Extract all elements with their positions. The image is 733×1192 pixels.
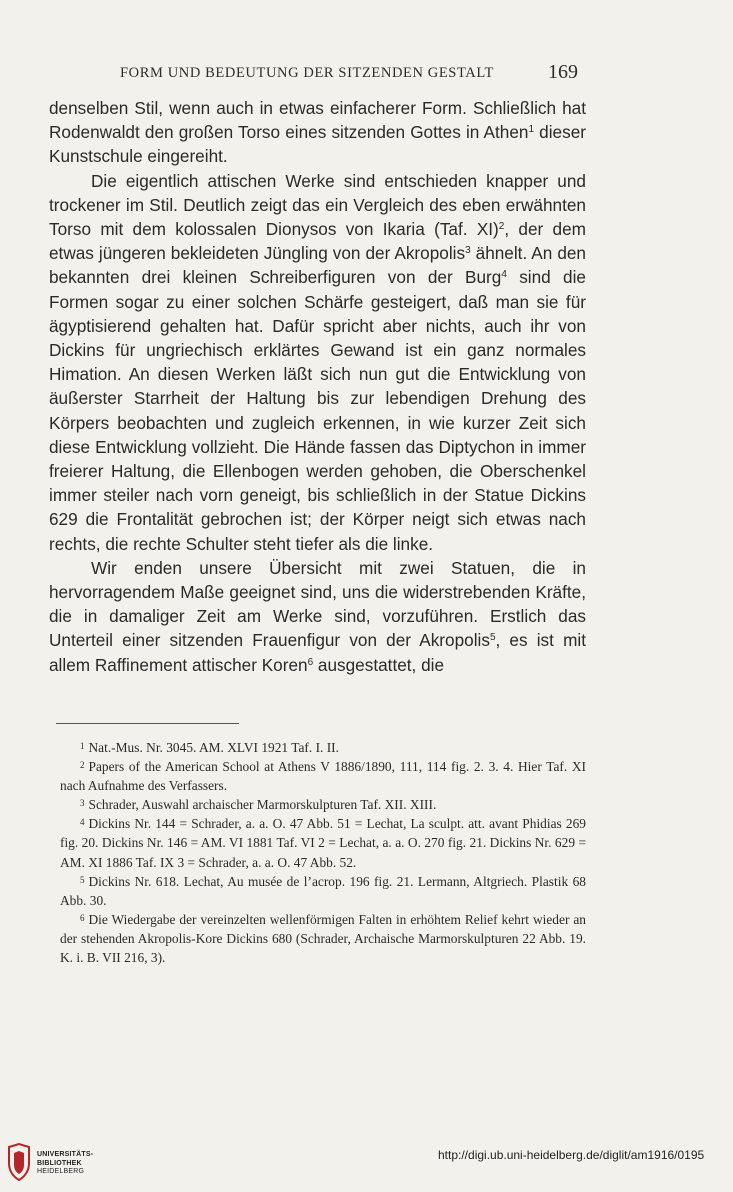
logo-line: UNIVERSITÄTS- <box>37 1151 94 1158</box>
paragraph-text: Wir enden unsere Übersicht mit zwei Statuen, die in hervorragendem Maße geeignet sind, uns die widerstrebenden Kräfte, die in damaliger Zeit am Werke sind, vorzuführen. Erstlich das Unterteil einer sitzenden Frauenfigur von der Akropolis <box>49 557 586 651</box>
paragraph-text: , es ist mit allem Raffinement attischer Koren <box>49 630 586 675</box>
footnote-divider <box>56 723 239 724</box>
footnote-ref: 5 <box>489 632 496 644</box>
footnote <box>60 757 586 795</box>
running-head: FORM UND BEDEUTUNG DER SITZENDEN GESTALT <box>120 65 494 81</box>
footnote-text: Nat.-Mus. Nr. 3045. AM. XLVI 1921 Taf. I. II. <box>88 740 339 755</box>
footnote-ref: 6 <box>307 656 314 668</box>
footnote-ref: 4 <box>501 269 507 281</box>
footnote-number: 4 <box>80 817 85 828</box>
university-seal-icon <box>6 1143 32 1181</box>
library-logo <box>6 1143 156 1183</box>
paragraph-text: denselben Stil, wenn auch in etwas einfacherer Form. Schließlich hat Rodenwaldt den großen Torso eines sitzenden Gottes in Athen <box>49 98 586 143</box>
footnote <box>60 795 586 814</box>
footnote-ref: 3 <box>465 245 471 257</box>
paragraph-text: dieser Kunstschule eingereiht. <box>49 122 586 167</box>
footnote-number: 3 <box>80 798 85 809</box>
footnote-text: Dickins Nr. 144 = Schrader, a. a. O. 47 Abb. 51 = Lechat, La sculpt. att. avant Phidias 269 fig. 20. Dickins Nr. 146 = AM. VI 1881 Taf. VI 2 = Lechat, a. a. O. 270 fig. 21. Dickins Nr. 629 = AM. XI 1886 Taf. IX 3 = Schrader, a. a. O. 47 Abb. 52. <box>60 816 586 870</box>
footnote-ref: 1 <box>528 124 535 136</box>
main-text <box>49 96 586 677</box>
paragraph-1 <box>49 96 586 169</box>
footnote-text: Dickins Nr. 618. Lechat, Au musée de l’acrop. 196 fig. 21. Lermann, Altgriech. Plastik 68 Abb. 30. <box>60 873 586 908</box>
logo-line: HEIDELBERG <box>37 1168 85 1176</box>
paragraph-3 <box>49 556 586 677</box>
footnote <box>60 738 586 757</box>
footnote-number: 1 <box>80 741 85 751</box>
paragraph-text: Die eigentlich attischen Werke sind entschieden knapper und trockener im Stil. Deutlich zeigt das ein Vergleich des eben erwähnten Torso mit dem kolossalen Dionysos von Ikaria (Taf. XI) <box>49 170 586 240</box>
paragraph-text: sind die Formen sogar zu einer solchen Schärfe gesteigert, daß man sie für ägyptisierend gehalten hat. Dafür spricht aber nichts, auch ihr von Dickins für ungriechisch erklärtes Gewand ist ein ganz normales Himation. An diesen Werken läßt sich nun gut die Entwicklung von äußerster Starrheit der Haltung bis zur lebendigen Drehung des Körpers beobachten und zugleich erkennen, in wie kurzer Zeit sich diese Entwicklung vollzieht. Die Hände fassen das Diptychon in immer freierer Haltung, die Ellenbogen werden gehoben, die Oberschenkel immer steiler nach vorn geneigt, bis schließlich in der Statue Dickins 629 die Frontalität gebrochen ist; der Körper neigt sich etwas nach rechts, die rechte Schulter steht tiefer als die linke. <box>49 267 586 554</box>
footnote-text: Papers of the American School at Athens V 1886/1890, 111, 114 fig. 2. 3. 4. Hier Taf. XI nach Aufnahme des Verfassers. <box>60 759 586 794</box>
source-url[interactable]: http://digi.ub.uni-heidelberg.de/diglit/am1916/0195 <box>438 1148 705 1162</box>
footnote-number: 6 <box>80 912 85 923</box>
footnote <box>60 910 586 967</box>
footnote-ref: 2 <box>498 221 505 233</box>
paragraph-text: ausgestattet, die <box>313 654 445 675</box>
footnote <box>60 814 586 871</box>
page-number: 169 <box>548 61 578 83</box>
footnote-number: 5 <box>80 874 85 885</box>
paragraph-text: , der dem etwas jüngeren bekleideten Jüngling von der Akropolis <box>49 219 586 264</box>
footnote <box>60 872 586 910</box>
logo-line: BIBLIOTHEK <box>37 1159 82 1167</box>
footnote-text: Die Wiedergabe der vereinzelten wellenförmigen Falten in erhöhtem Relief kehrt wieder an der stehenden Akropolis-Kore Dickins 680 (Schrader, Archaische Marmorskulpturen 22 Abb. 19. K. i. B. VII 216, 3). <box>60 911 586 966</box>
footnotes <box>60 738 586 967</box>
paragraph-text: ähnelt. An den bekannten drei kleinen Schreiberfiguren von der Burg <box>49 243 586 288</box>
footnote-text: Schrader, Auswahl archaischer Marmorskulpturen Taf. XII. XIII. <box>88 797 437 813</box>
paragraph-2 <box>49 169 586 556</box>
footnote-number: 2 <box>80 760 85 771</box>
